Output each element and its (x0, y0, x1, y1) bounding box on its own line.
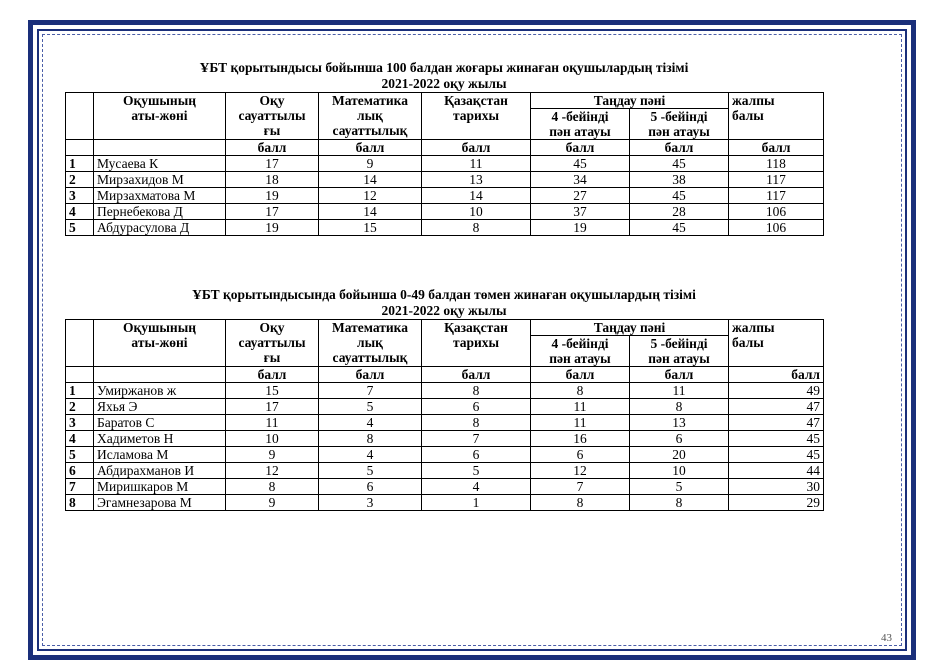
reading-score: 17 (226, 156, 319, 172)
profile4-score: 19 (531, 220, 630, 236)
profile5-score: 28 (630, 204, 729, 220)
table-row (66, 220, 824, 236)
table2-header-total: жалпы балы (729, 320, 824, 367)
student-name: Яхья Э (94, 399, 226, 415)
table2-section (65, 287, 823, 511)
math-score: 6 (319, 479, 422, 495)
math-score: 5 (319, 399, 422, 415)
row-number: 4 (66, 204, 94, 220)
history-score: 6 (422, 399, 531, 415)
total-score: 29 (729, 495, 824, 511)
table2-header-profile5: 5 -бейінді пән атауы (630, 336, 729, 367)
profile4-score: 6 (531, 447, 630, 463)
profile4-score: 45 (531, 156, 630, 172)
row-number: 6 (66, 463, 94, 479)
row-number: 5 (66, 447, 94, 463)
profile5-score: 45 (630, 220, 729, 236)
student-name: Мусаева К (94, 156, 226, 172)
history-score: 8 (422, 220, 531, 236)
student-name: Баратов С (94, 415, 226, 431)
total-score: 106 (729, 204, 824, 220)
history-score: 8 (422, 415, 531, 431)
table-row (66, 188, 824, 204)
student-name: Умиржанов ж (94, 383, 226, 399)
math-score: 7 (319, 383, 422, 399)
table2-header-name: Оқушының аты-жөні (94, 320, 226, 367)
math-score: 8 (319, 431, 422, 447)
math-score: 4 (319, 415, 422, 431)
total-score: 106 (729, 220, 824, 236)
table1 (65, 92, 824, 236)
total-score: 44 (729, 463, 824, 479)
profile5-score: 45 (630, 188, 729, 204)
profile5-score: 45 (630, 156, 729, 172)
student-name: Хадиметов Н (94, 431, 226, 447)
reading-score: 15 (226, 383, 319, 399)
table-row (66, 172, 824, 188)
table2-year: 2021-2022 оқу жылы (381, 303, 507, 318)
student-name: Абдурасулова Д (94, 220, 226, 236)
row-number: 2 (66, 399, 94, 415)
profile5-score: 8 (630, 495, 729, 511)
profile4-score: 12 (531, 463, 630, 479)
table1-header-total: жалпы балы (729, 93, 824, 140)
page-number: 43 (881, 632, 892, 644)
table1-header-choice: Таңдау пәні (531, 93, 729, 109)
table2-header-history: Қазақстан тарихы (422, 320, 531, 367)
history-score: 10 (422, 204, 531, 220)
table-row (66, 479, 824, 495)
table-row (66, 431, 824, 447)
student-name: Миришкаров М (94, 479, 226, 495)
student-name: Эгамнезарова М (94, 495, 226, 511)
profile4-score: 34 (531, 172, 630, 188)
total-score: 47 (729, 399, 824, 415)
reading-score: 11 (226, 415, 319, 431)
profile4-score: 27 (531, 188, 630, 204)
profile4-score: 11 (531, 415, 630, 431)
total-score: 117 (729, 188, 824, 204)
table1-header-profile4: 4 -бейінді пән атауы (531, 109, 630, 140)
table-row (66, 156, 824, 172)
math-score: 14 (319, 204, 422, 220)
profile5-score: 38 (630, 172, 729, 188)
history-score: 14 (422, 188, 531, 204)
history-score: 7 (422, 431, 531, 447)
reading-score: 9 (226, 447, 319, 463)
row-number: 5 (66, 220, 94, 236)
math-score: 5 (319, 463, 422, 479)
reading-score: 8 (226, 479, 319, 495)
reading-score: 18 (226, 172, 319, 188)
math-score: 3 (319, 495, 422, 511)
table2-title: ҰБТ қорытындысында бойынша 0-49 балдан төмен жинаған оқушылардың тізімі (192, 287, 696, 302)
table2-header-choice: Таңдау пәні (531, 320, 729, 336)
table1-header-index (66, 93, 94, 140)
profile4-score: 16 (531, 431, 630, 447)
table1-header-history: Қазақстан тарихы (422, 93, 531, 140)
profile4-score: 8 (531, 383, 630, 399)
table1-header-profile5: 5 -бейінді пән атауы (630, 109, 729, 140)
reading-score: 17 (226, 399, 319, 415)
table2-unit-row: балл балл балл балл балл балл (66, 367, 824, 383)
row-number: 2 (66, 172, 94, 188)
row-number: 3 (66, 415, 94, 431)
reading-score: 10 (226, 431, 319, 447)
row-number: 3 (66, 188, 94, 204)
total-score: 49 (729, 383, 824, 399)
table-row (66, 495, 824, 511)
profile5-score: 8 (630, 399, 729, 415)
history-score: 13 (422, 172, 531, 188)
table2 (65, 319, 824, 511)
profile5-score: 5 (630, 479, 729, 495)
reading-score: 19 (226, 188, 319, 204)
table-row (66, 204, 824, 220)
table1-header-name: Оқушының аты-жөні (94, 93, 226, 140)
profile4-score: 8 (531, 495, 630, 511)
total-score: 47 (729, 415, 824, 431)
student-name: Пернебекова Д (94, 204, 226, 220)
row-number: 7 (66, 479, 94, 495)
student-name: Абдирахманов И (94, 463, 226, 479)
row-number: 8 (66, 495, 94, 511)
history-score: 8 (422, 383, 531, 399)
table1-year: 2021-2022 оқу жылы (381, 76, 507, 91)
table1-section (65, 60, 823, 236)
total-score: 30 (729, 479, 824, 495)
table1-header-math: Математика лық сауаттылық (319, 93, 422, 140)
table-row (66, 399, 824, 415)
reading-score: 17 (226, 204, 319, 220)
row-number: 1 (66, 383, 94, 399)
table2-header-math: Математика лық сауаттылық (319, 320, 422, 367)
math-score: 12 (319, 188, 422, 204)
table1-unit-row: балл балл балл балл балл балл (66, 140, 824, 156)
total-score: 45 (729, 431, 824, 447)
history-score: 11 (422, 156, 531, 172)
row-number: 4 (66, 431, 94, 447)
student-name: Исламова М (94, 447, 226, 463)
math-score: 15 (319, 220, 422, 236)
reading-score: 9 (226, 495, 319, 511)
history-score: 5 (422, 463, 531, 479)
profile4-score: 11 (531, 399, 630, 415)
table1-header-reading: Оқу сауаттылы ғы (226, 93, 319, 140)
math-score: 9 (319, 156, 422, 172)
table1-title: ҰБТ қорытындысы бойынша 100 балдан жоғары жинаған оқушылардың тізімі (199, 60, 689, 75)
table2-header-profile4: 4 -бейінді пән атауы (531, 336, 630, 367)
row-number: 1 (66, 156, 94, 172)
reading-score: 19 (226, 220, 319, 236)
math-score: 14 (319, 172, 422, 188)
total-score: 117 (729, 172, 824, 188)
reading-score: 12 (226, 463, 319, 479)
table-row (66, 383, 824, 399)
table-row (66, 415, 824, 431)
student-name: Мирзахматова М (94, 188, 226, 204)
table-row (66, 447, 824, 463)
table-row (66, 463, 824, 479)
profile5-score: 20 (630, 447, 729, 463)
history-score: 1 (422, 495, 531, 511)
profile5-score: 10 (630, 463, 729, 479)
profile4-score: 37 (531, 204, 630, 220)
math-score: 4 (319, 447, 422, 463)
profile5-score: 11 (630, 383, 729, 399)
profile5-score: 13 (630, 415, 729, 431)
profile5-score: 6 (630, 431, 729, 447)
student-name: Мирзахидов М (94, 172, 226, 188)
history-score: 6 (422, 447, 531, 463)
total-score: 45 (729, 447, 824, 463)
profile4-score: 7 (531, 479, 630, 495)
table2-header-index (66, 320, 94, 367)
history-score: 4 (422, 479, 531, 495)
total-score: 118 (729, 156, 824, 172)
table2-header-reading: Оқу сауаттылы ғы (226, 320, 319, 367)
